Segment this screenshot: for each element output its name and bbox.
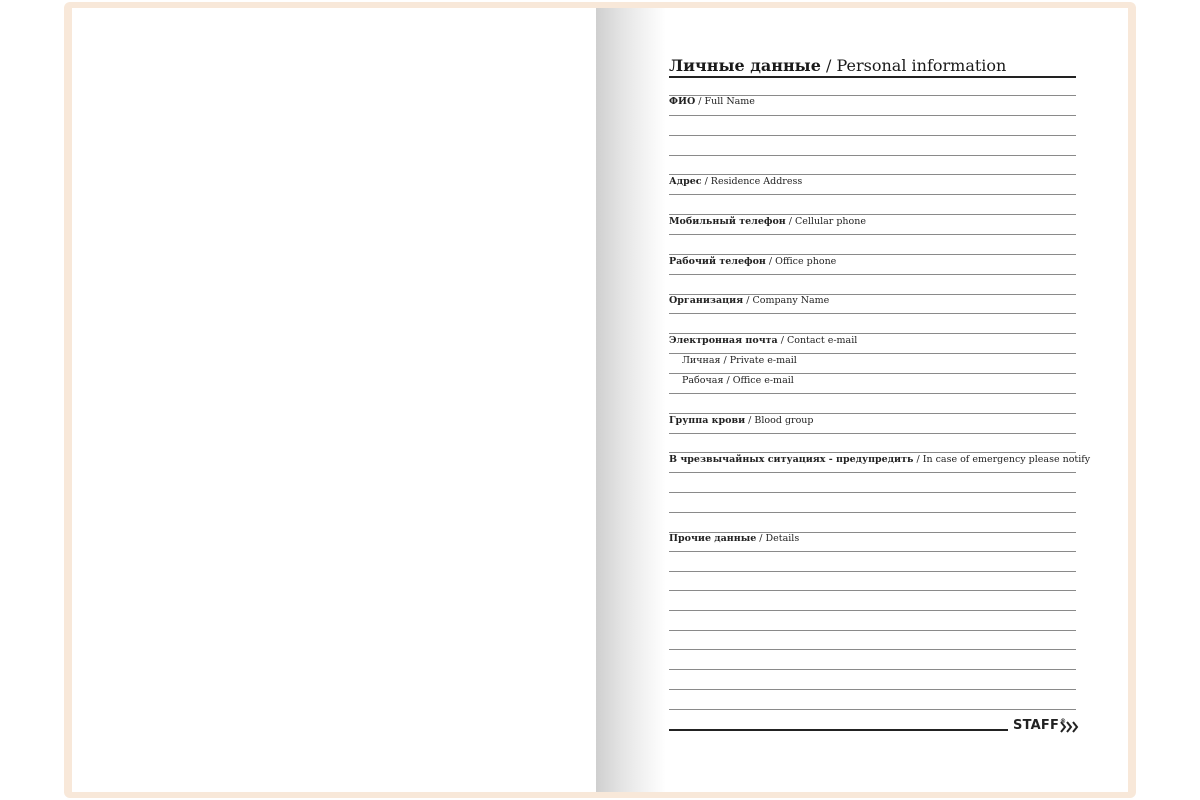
right-page bbox=[596, 8, 1128, 792]
writing-line bbox=[669, 393, 1076, 394]
writing-line bbox=[669, 551, 1076, 552]
field-label-full-name: ФИО / Full Name bbox=[669, 96, 755, 107]
field-label-details: Прочие данные / Details bbox=[669, 533, 800, 544]
writing-line bbox=[669, 155, 1076, 156]
writing-line bbox=[669, 452, 1076, 453]
writing-line bbox=[669, 214, 1076, 215]
page-title bbox=[669, 56, 1006, 75]
field-label-emergency-contact: В чрезвычайных ситуациях - предупредить / In case of emergency please notify bbox=[669, 454, 1091, 465]
writing-line bbox=[669, 669, 1076, 670]
writing-line bbox=[669, 689, 1076, 690]
writing-line bbox=[669, 492, 1076, 493]
footer-rule bbox=[669, 729, 1008, 731]
brand-logo: STAFF® bbox=[1013, 718, 1066, 733]
writing-line bbox=[669, 472, 1076, 473]
title-en: Personal information bbox=[836, 56, 1007, 75]
writing-line bbox=[669, 512, 1076, 513]
title-rule bbox=[669, 76, 1076, 78]
left-page bbox=[72, 8, 598, 792]
writing-line bbox=[669, 649, 1076, 650]
writing-line bbox=[669, 590, 1076, 591]
writing-line bbox=[669, 194, 1076, 195]
writing-line bbox=[669, 234, 1076, 235]
writing-line bbox=[669, 571, 1076, 572]
writing-line bbox=[669, 353, 1076, 354]
writing-line bbox=[669, 333, 1076, 334]
writing-line bbox=[669, 709, 1076, 710]
page-gutter-shadow bbox=[596, 8, 666, 792]
writing-line bbox=[669, 313, 1076, 314]
writing-line bbox=[669, 115, 1076, 116]
title-separator: / bbox=[820, 56, 837, 75]
writing-line bbox=[669, 254, 1076, 255]
writing-line bbox=[669, 174, 1076, 175]
writing-line bbox=[669, 373, 1076, 374]
field-label-address: Адрес / Residence Address bbox=[669, 176, 803, 187]
field-label-contact-email: Электронная почта / Contact e-mail bbox=[669, 335, 858, 346]
title-ru: Личные данные bbox=[669, 56, 821, 75]
field-label-office-email: Рабочая / Office e-mail bbox=[682, 375, 794, 386]
writing-line bbox=[669, 433, 1076, 434]
writing-line bbox=[669, 274, 1076, 275]
chevrons-icon bbox=[1060, 721, 1080, 733]
writing-line bbox=[669, 413, 1076, 414]
field-label-blood-group: Группа крови / Blood group bbox=[669, 415, 814, 426]
field-label-company-name: Организация / Company Name bbox=[669, 295, 830, 306]
field-label-office-phone: Рабочий телефон / Office phone bbox=[669, 256, 837, 267]
field-label-cellular-phone: Мобильный телефон / Cellular phone bbox=[669, 216, 867, 227]
writing-line bbox=[669, 630, 1076, 631]
writing-line bbox=[669, 610, 1076, 611]
writing-line bbox=[669, 135, 1076, 136]
field-label-private-email: Личная / Private e-mail bbox=[682, 355, 797, 366]
